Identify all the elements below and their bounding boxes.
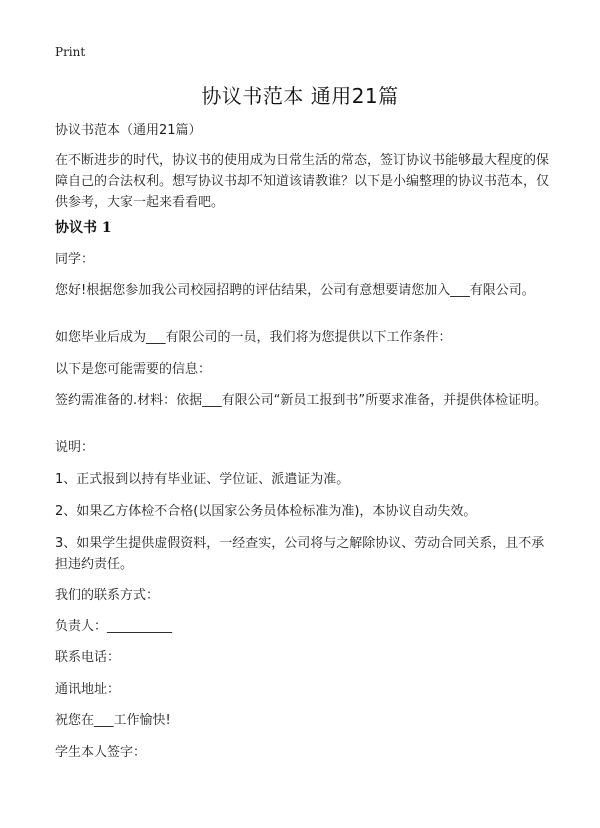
paragraph-invitation: 您好!根据您参加我公司校园招聘的评估结果，公司有意想要请您加入___有限公司。 [55,283,535,298]
note-item-3: 3、如果学生提供虚假资料，一经查实，公司将与之解除协议、劳动合同关系，且不承担违约责任。 [55,536,545,572]
contact-address: 通讯地址： [55,682,121,697]
section-heading: 协议书 1 [55,220,112,236]
note-item-1: 1、正式报到以持有毕业证、学位证、派遣证为准。 [55,472,350,487]
paragraph-info: 以下是您可能需要的信息： [55,362,212,377]
document-subtitle: 协议书范本（通用21篇） [55,123,202,138]
student-signature: 学生本人签字： [55,745,147,760]
paragraph-notes-label: 说明： [55,440,95,455]
closing-wish: 祝您在___工作愉快! [55,713,171,728]
contact-phone: 联系电话： [55,650,121,665]
contact-label: 我们的联系方式： [55,588,160,603]
intro-paragraph: 在不断进步的时代，协议书的使用成为日常生活的常态，签订协议书能够最大程度的保障自己的合法权利。想写协议书却不知道该请教谁？以下是小编整理的协议书范本，仅供参考，大家一起来看看吧。 [55,153,550,210]
paragraph-conditions: 如您毕业后成为___有限公司的一员，我们将为您提供以下工作条件： [55,330,452,345]
contact-person: 负责人：__________ [55,619,173,634]
print-link[interactable]: Print [55,45,86,59]
greeting-paragraph: 同学： [55,252,95,267]
paragraph-materials: 签约需准备的.材料：依据___有限公司“新员工报到书”所要求准备，并提供体检证明。 [55,393,548,408]
note-item-2: 2、如果乙方体检不合格(以国家公务员体检标准为准)，本协议自动失效。 [55,504,477,519]
page-title: 协议书范本 通用21篇 [201,84,399,108]
